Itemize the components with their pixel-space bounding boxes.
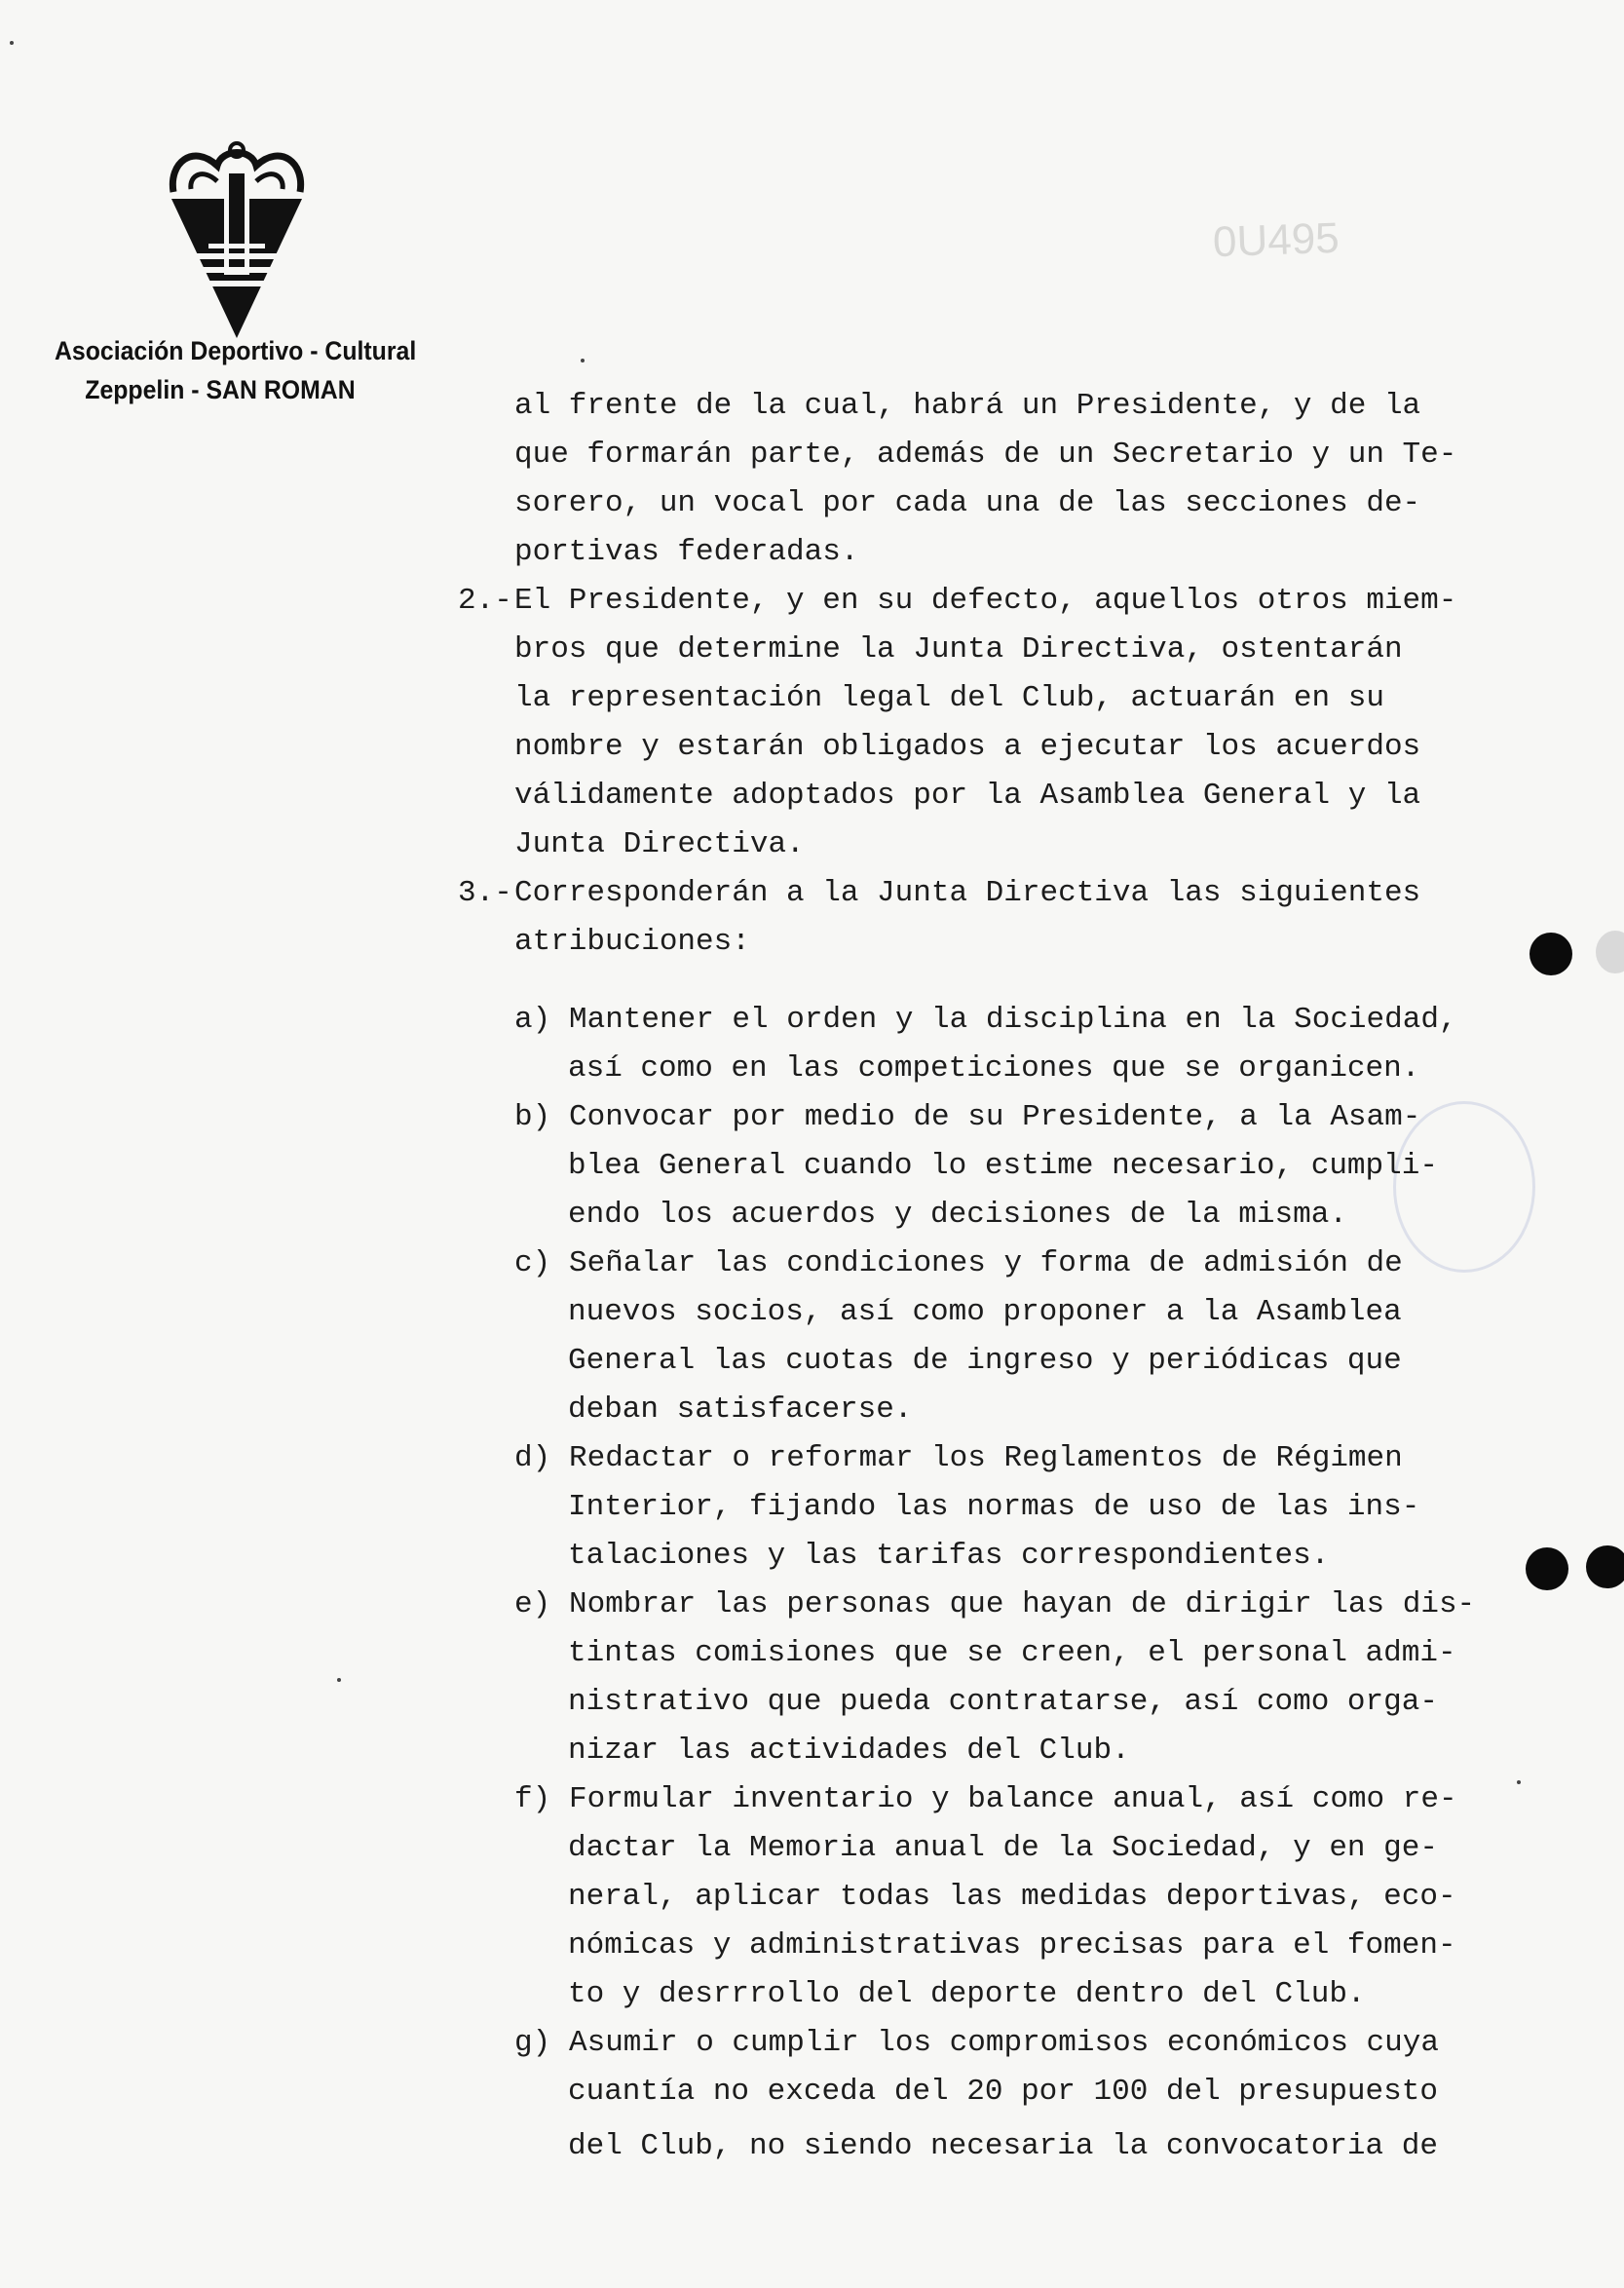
list-item-letter: b) [514, 1100, 551, 1134]
list-item-line: Interior, fijando las normas de uso de las ins- [568, 1490, 1420, 1524]
scan-speck [337, 1678, 341, 1682]
scan-speck [581, 359, 585, 362]
section-3-first-line [458, 869, 1559, 918]
list-item-letter: g) [514, 2026, 551, 2060]
scan-speck [1517, 1780, 1521, 1784]
list-item-text: Mantener el orden y la disciplina en la Sociedad, [569, 1003, 1457, 1037]
intro-line: al frente de la cual, habrá un Presidente, y de la [514, 389, 1421, 423]
list-item-letter: a) [514, 1003, 551, 1037]
section-3-line: atribuciones: [514, 925, 750, 959]
section-2-line: nombre y estarán obligados a ejecutar los acuerdos [514, 730, 1421, 764]
list-item-line: blea General cuando lo estime necesario, cumpli- [568, 1149, 1438, 1183]
intro-line: que formarán parte, además de un Secretario y un Te- [514, 438, 1457, 472]
list-item-b [458, 1093, 1559, 1142]
list-item-text: Nombrar las personas que hayan de dirigir las dis- [569, 1587, 1476, 1621]
list-item-c [458, 1239, 1559, 1288]
list-item-text: Convocar por medio de su Presidente, a la Asam- [569, 1100, 1421, 1134]
punch-hole [1530, 933, 1572, 975]
list-item-letter: c) [514, 1246, 551, 1280]
intro-line: sorero, un vocal por cada una de las secciones de- [514, 486, 1421, 520]
scan-speck [10, 41, 14, 45]
list-item-text: Asumir o cumplir los compromisos económicos cuya [569, 2026, 1439, 2060]
list-item-line: nuevos socios, así como proponer a la Asamblea [568, 1295, 1402, 1329]
section-2-line: válidamente adoptados por la Asamblea General y la [514, 779, 1421, 813]
section-2-line: bros que determine la Junta Directiva, ostentarán [514, 632, 1403, 667]
bleed-through-code: 0U495 [1212, 213, 1341, 267]
section-2-line: Junta Directiva. [514, 827, 805, 861]
list-item-line: talaciones y las tarifas correspondientes. [568, 1539, 1330, 1573]
list-item-line: nómicas y administrativas precisas para el fomen- [568, 1928, 1456, 1963]
list-item-text: Formular inventario y balance anual, así como re- [569, 1782, 1457, 1816]
organization-name-line-1: Asociación Deportivo - Cultural [54, 336, 417, 365]
list-item-line: nizar las actividades del Club. [568, 1734, 1130, 1768]
list-item-f [458, 1775, 1559, 1824]
list-item-line: to y desrrrollo del deporte dentro del Club. [568, 1977, 1366, 2011]
intro-line: portivas federadas. [514, 535, 859, 569]
list-item-line: así como en las competiciones que se organicen. [568, 1051, 1420, 1086]
section-2-number: 2.- [458, 584, 512, 618]
body-text [458, 382, 1559, 2171]
list-item-line: General las cuotas de ingreso y periódicas que [568, 1344, 1402, 1378]
list-item-g [458, 2019, 1559, 2068]
section-2-line: la representación legal del Club, actuarán en su [514, 681, 1384, 715]
section-2-text: El Presidente, y en su defecto, aquellos otros miem- [514, 584, 1457, 618]
punch-hole-partial [1586, 1545, 1624, 1588]
list-item-text: Señalar las condiciones y forma de admisión de [569, 1246, 1403, 1280]
punch-hole-partial [1596, 931, 1624, 973]
list-item-e [458, 1581, 1559, 1629]
list-item-letter: d) [514, 1441, 551, 1475]
list-item-d [458, 1434, 1559, 1483]
list-item-line: deban satisfacerse. [568, 1392, 913, 1427]
organization-name [29, 331, 441, 409]
list-item-text: Redactar o reformar los Reglamentos de Régimen [569, 1441, 1403, 1475]
section-2-first-line [458, 577, 1559, 626]
list-item-line: cuantía no exceda del 20 por 100 del presupuesto [568, 2075, 1438, 2109]
list-item-line: neral, aplicar todas las medidas deportivas, eco- [568, 1880, 1456, 1914]
list-item-line: dactar la Memoria anual de la Sociedad, y en ge- [568, 1831, 1438, 1865]
section-3-text: Corresponderán a la Junta Directiva las siguientes [514, 876, 1421, 910]
section-3-number: 3.- [458, 876, 512, 910]
crown-pyramid-logo-icon [164, 138, 310, 343]
punch-hole [1526, 1547, 1568, 1590]
list-item-a [458, 996, 1559, 1045]
list-item-letter: f) [514, 1782, 551, 1816]
list-item-line: tintas comisiones que se creen, el personal admi- [568, 1636, 1456, 1670]
list-item-line: nistrativo que pueda contratarse, así como orga- [568, 1685, 1438, 1719]
list-item-line: endo los acuerdos y decisiones de la misma. [568, 1198, 1347, 1232]
organization-name-line-2: Zeppelin - SAN ROMAN [85, 375, 356, 404]
list-item-line: del Club, no siendo necesaria la convocatoria de [568, 2129, 1438, 2163]
list-item-letter: e) [514, 1587, 551, 1621]
